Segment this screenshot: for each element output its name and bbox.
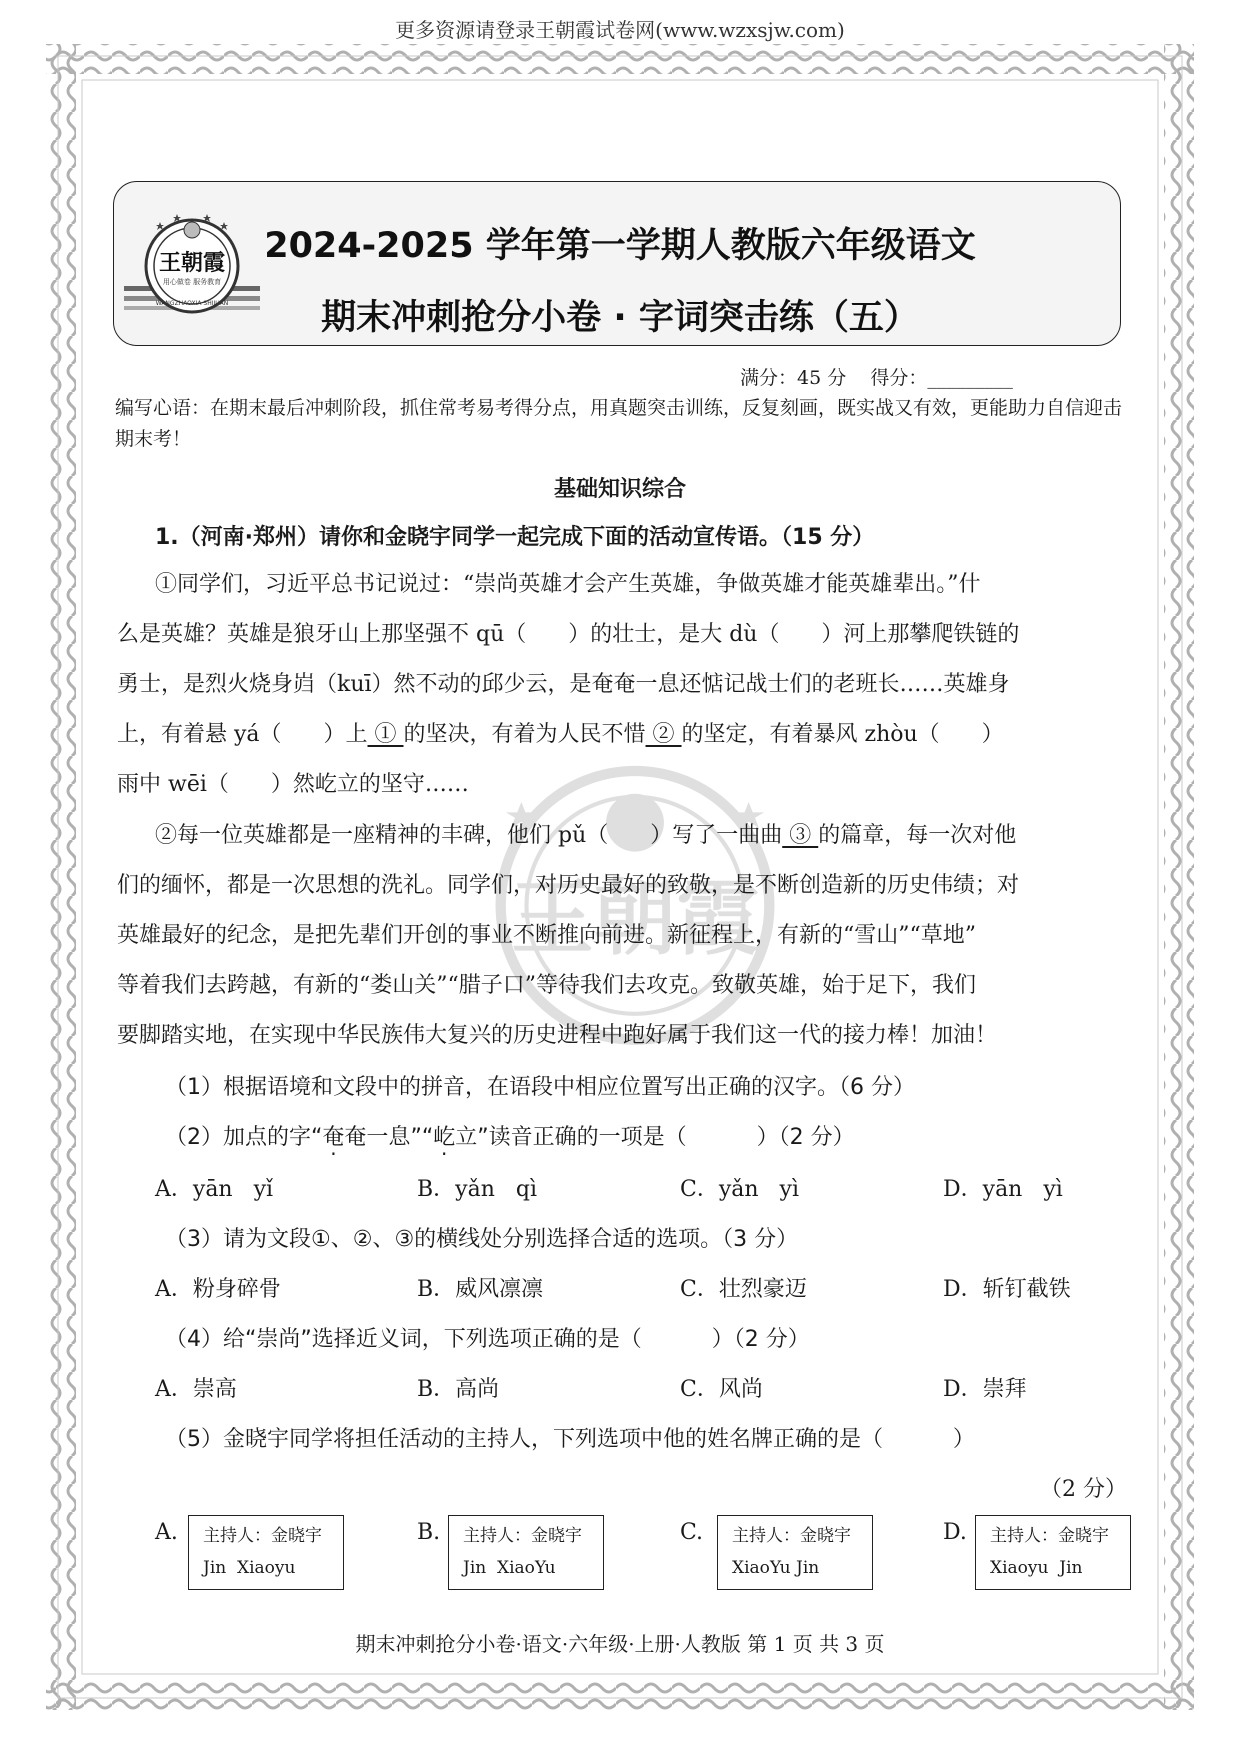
question-1-head: 1.（河南·郑州）请你和金晓宇同学一起完成下面的活动宣传语。（15 分） — [155, 525, 875, 550]
page-footer: 期末冲刺抢分小卷·语文·六年级·上册·人教版 第 1 页 共 3 页 — [355, 1632, 885, 1656]
sub3-option-c[interactable]: C．壮烈豪迈 — [680, 1277, 807, 1302]
para1-line4-b: 的坚决，有着为人民不惜 — [403, 722, 646, 747]
para2-line1 — [155, 818, 1016, 849]
card-d-label[interactable]: D. — [943, 1520, 967, 1545]
logo-slogan-text: 用心做卷 服务教育 — [162, 278, 222, 286]
card-d-line2: Xiaoyu Jin — [990, 1558, 1083, 1578]
blank-3[interactable]: ③ — [782, 823, 819, 848]
sub-question-2 — [165, 1120, 855, 1151]
para1-line2: 么是英雄？英雄是狼牙山上那坚强不 qū（ ）的壮士，是大 dù（ ）河上那攀爬铁链的 — [117, 622, 1020, 647]
card-c-label[interactable]: C. — [680, 1520, 704, 1545]
sub2-option-d[interactable]: D．yān yì — [943, 1177, 1063, 1202]
sub2-w1b: 奄一息 — [344, 1125, 411, 1150]
card-d-line1: 主持人：金晓宇 — [990, 1526, 1109, 1546]
title-line-2: 期末冲刺抢分小卷 · 字词突击练（五） — [321, 298, 919, 338]
sub2-b: ”“ — [410, 1125, 434, 1150]
para2-line1-b: 的篇章，每一次对他 — [818, 823, 1017, 848]
section-title: 基础知识综合 — [553, 477, 686, 502]
logo-brand-text: 王朝霞 — [158, 250, 226, 276]
para1-line3: 勇士，是烈火烧身岿（kuī）然不动的邱少云，是奄奄一息还惦记战士们的老班长……英雄身 — [117, 672, 1010, 697]
para2-line1-a: ②每一位英雄都是一座精神的丰碑，他们 pǔ（ ）写了一曲曲 — [155, 823, 783, 848]
sub4-option-d[interactable]: D．崇拜 — [943, 1377, 1027, 1402]
writer-note: 编写心语：在期末最后冲刺阶段，抓住常考易考得分点，用真题突击训练，反复刻画，既实战又有效，更能助力自信迎击期末考！ — [115, 397, 1123, 450]
card-a-label[interactable]: A. — [155, 1520, 178, 1545]
sub4-option-c[interactable]: C．风尚 — [680, 1377, 763, 1402]
para2-line3: 英雄最好的纪念，是把先辈们开创的事业不断推向前进。新征程上，有新的“雪山”“草地” — [117, 923, 976, 948]
card-a-line2: Jin Xiaoyu — [203, 1558, 296, 1578]
top-banner: 更多资源请登录王朝霞试卷网(www.wzxsjw.com) — [395, 18, 845, 42]
sub-question-5: （5）金晓宇同学将担任活动的主持人，下列选项中他的姓名牌正确的是（ ） — [165, 1427, 975, 1452]
sub2-option-a[interactable]: A．yān yǐ — [155, 1177, 274, 1202]
sub2-c: 立”读音正确的一项是（ ）（2 分） — [455, 1125, 855, 1150]
watermark-text: 王朝霞 — [511, 869, 759, 967]
sub2-a: （2）加点的字“ — [165, 1125, 323, 1150]
sub5-points: （2 分） — [1040, 1477, 1127, 1502]
sub3-option-b[interactable]: B．威风凛凛 — [417, 1277, 544, 1302]
card-a-line1: 主持人：金晓宇 — [203, 1526, 322, 1546]
blank-1[interactable]: ① — [367, 722, 404, 747]
card-c-line1: 主持人：金晓宇 — [732, 1526, 851, 1546]
para1-line4-a: 上，有着悬 yá（ ）上 — [117, 722, 368, 747]
para2-line4: 等着我们去跨越，有新的“娄山关”“腊子口”等待我们去攻克。致敬英雄，始于足下，我们 — [117, 973, 976, 998]
name-card-b[interactable] — [448, 1515, 604, 1590]
card-b-line1: 主持人：金晓宇 — [463, 1526, 582, 1546]
para1-line4-c: 的坚定，有着暴风 zhòu（ ） — [681, 722, 1004, 747]
card-b-line2: Jin XiaoYu — [463, 1558, 556, 1578]
para1-line1: ①同学们，习近平总书记说过：“崇尚英雄才会产生英雄，争做英雄才能英雄辈出。”什 — [155, 572, 981, 597]
sub3-option-a[interactable]: A．粉身碎骨 — [155, 1277, 281, 1302]
name-card-c[interactable] — [717, 1515, 873, 1590]
dotted-char-2: 屹 — [433, 1125, 456, 1150]
name-card-a[interactable] — [188, 1515, 344, 1590]
sub2-option-c[interactable]: C．yǎn yì — [680, 1177, 799, 1202]
name-card-d[interactable] — [975, 1515, 1131, 1590]
para2-line2: 们的缅怀，都是一次思想的洗礼。同学们，对历史最好的致敬，是不断创造新的历史伟绩；对 — [117, 873, 1020, 898]
blank-2[interactable]: ② — [645, 722, 682, 747]
sub4-option-b[interactable]: B．高尚 — [417, 1377, 500, 1402]
logo-arc-text: WANGZHAOXIA SHIJUAN — [155, 300, 229, 307]
para2-line5: 要脚踏实地，在实现中华民族伟大复兴的历史进程中跑好属于我们这一代的接力棒！加油！ — [117, 1023, 998, 1048]
title-line-1: 2024-2025 学年第一学期人教版六年级语文 — [264, 226, 976, 266]
sub-question-1: （1）根据语境和文段中的拼音，在语段中相应位置写出正确的汉字。（6 分） — [165, 1075, 915, 1100]
sub-question-4: （4）给“崇尚”选择近义词，下列选项正确的是（ ）（2 分） — [165, 1327, 810, 1352]
para1-line5: 雨中 wēi（ ）然屹立的坚守…… — [117, 772, 469, 797]
card-c-line2: XiaoYu Jin — [732, 1558, 820, 1578]
sub4-option-a[interactable]: A．崇高 — [155, 1377, 237, 1402]
sub-question-3: （3）请为文段①、②、③的横线处分别选择合适的选项。（3 分） — [165, 1227, 799, 1252]
sub3-option-d[interactable]: D．斩钉截铁 — [943, 1277, 1071, 1302]
score-line: 满分：45 分 得分：_________ — [740, 367, 1013, 389]
sub2-option-b[interactable]: B．yǎn qì — [417, 1177, 537, 1202]
card-b-label[interactable]: B. — [417, 1520, 441, 1545]
para1-line4 — [117, 717, 1004, 748]
dotted-char-1: 奄 — [322, 1125, 345, 1150]
